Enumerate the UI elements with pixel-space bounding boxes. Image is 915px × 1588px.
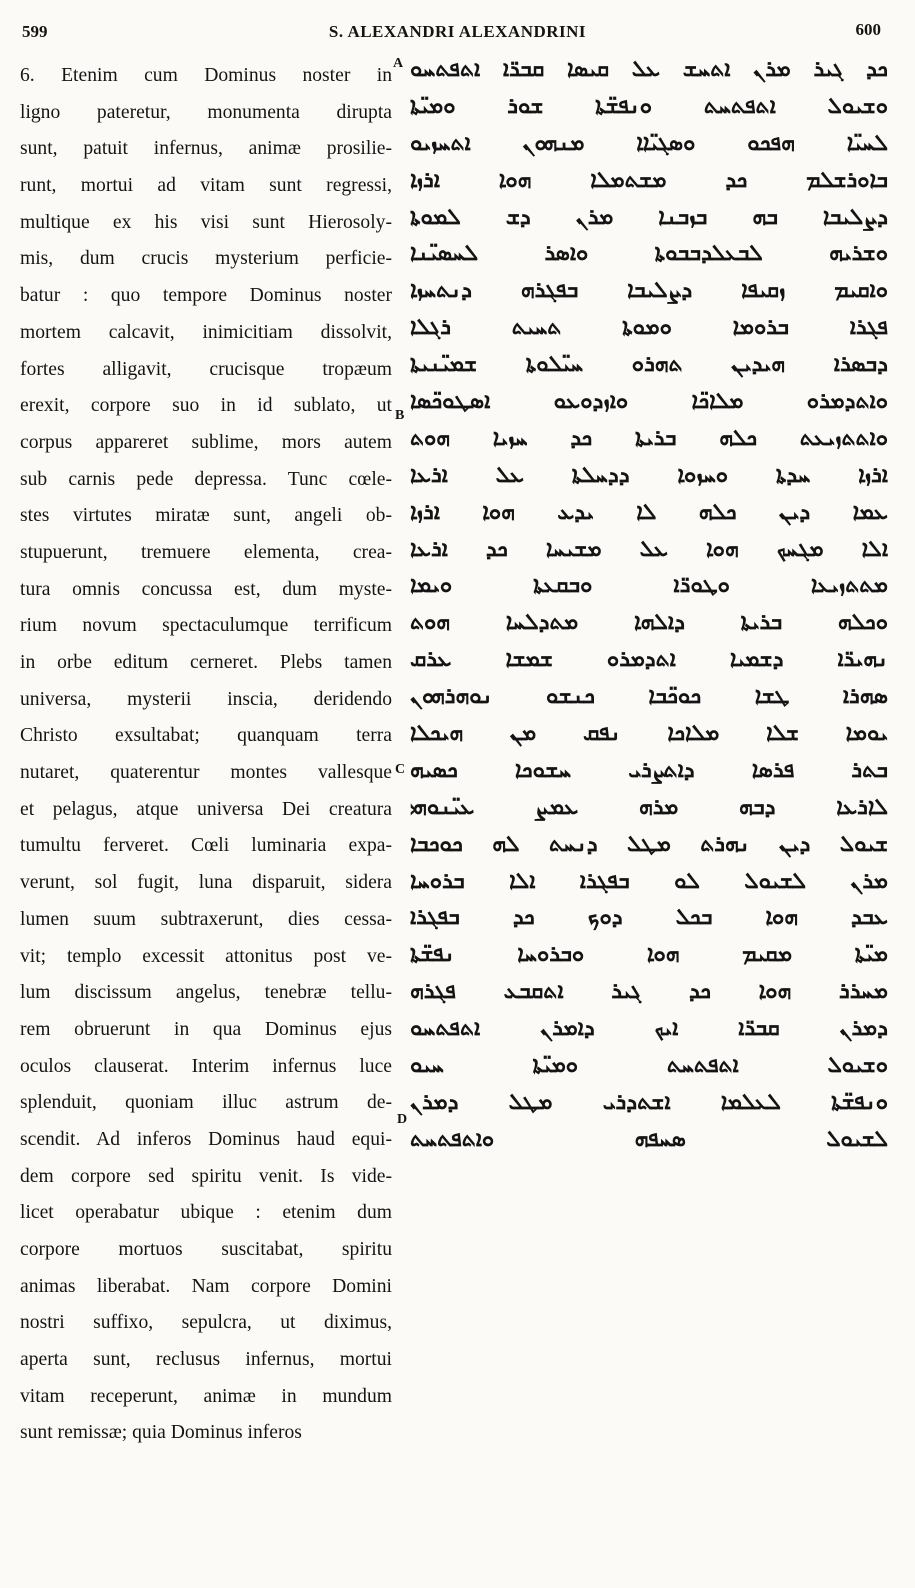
- latin-line: sub carnis pede depressa. Tunc cœle-: [20, 468, 392, 490]
- syriac-line: ܐܠܐ ܡܓܚܟ ܗܘܐ ܥܠ ܡܫܝܚܐ ܟܕ ܐܪܥܐ: [410, 536, 888, 562]
- latin-line: runt, mortui ad vitam sunt regressi,: [20, 175, 392, 197]
- syriac-line: ܘܫܝܘܠ ܐܬܦܬܚܬ ܘܢܦܫ̈ܬܐ ܫܘܪ ܘܡܝ̈ܬܐ: [410, 93, 888, 119]
- margin-letter-d: D: [397, 1112, 408, 1127]
- latin-line: verunt, sol fugit, luna disparuit, sidera: [20, 872, 392, 894]
- syriac-line: ܘܐܬܬܙܝܥܬ ܟܠܗ ܒܪܝܬܐ ܟܕ ܚܙܝܐ ܗܘܬ: [410, 425, 888, 451]
- syriac-line: ܟܕ ܓܝܪ ܡܪܢ ܐܬܚܫ ܥܠ ܩܝܣܐ ܩܒܪ̈ܐ ܐܬܦܬܚܘ: [410, 57, 888, 82]
- margin-letter-b: B: [395, 408, 405, 423]
- syriac-line: ܕܒܣܪܐ ܗܝܕܝܢ ܬܗܪܘ ܚܝ̈ܠܘܬܐ ܫܡܝ̈ܢܝܬܐ: [410, 352, 888, 378]
- syriac-line: ܡܪܢ ܠܫܝܘܠ ܠܘ ܒܦܓܪܐ ܐܠܐ ܒܪܘܚܐ: [410, 868, 888, 894]
- syriac-line: ܒܬܪ ܦܪܣܐ ܕܐܬܨܪܝ ܚܫܘܟܐ ܟܣܝܗ: [410, 757, 888, 783]
- syriac-line: ܡܬܬܙܝܥܐ ܘܛܘܪ̈ܐ ܘܒܩܥܬܐ ܘܝܡܐ: [410, 573, 888, 599]
- syriac-line: ܦܓܪܐ ܒܪܘܡܐ ܘܡܘܬܐ ܬܚܝܬ ܪܓܠܐ: [410, 315, 888, 341]
- latin-line: rem obruerunt in qua Dominus ejus: [20, 1018, 392, 1040]
- latin-line: dem corpore sed spiritu venit. Is vide-: [20, 1165, 392, 1187]
- latin-line: ligno pateretur, monumenta dirupta: [20, 101, 392, 123]
- latin-line: nutaret, quaterentur montes vallesque: [20, 762, 392, 784]
- syriac-line: ܠܫܝܘܠ ܣܚܦܗ ܘܐܬܦܬܚܬ: [410, 1126, 888, 1152]
- latin-line: rium novum spectaculumque terrificum: [20, 615, 392, 637]
- latin-line: 6. Etenim cum Dominus noster in: [20, 65, 392, 86]
- syriac-line: ܒܐܘܪܫܠܡ ܟܕ ܡܫܬܡܠܐ ܗܘܐ ܐܪܙܐ: [410, 167, 888, 193]
- syriac-line: ܡܝ̈ܬܐ ܡܩܝܡ ܗܘܐ ܘܒܪܘܚܐ ܢܦܫ̈ܬܐ: [410, 942, 888, 968]
- latin-line: licet operabatur ubique : etenim dum: [20, 1202, 392, 1224]
- syriac-line: ܝܘܡܐ ܫܠܐ ܡܠܐܟܐ ܢܦܩ ܡܢ ܗܝܟܠܐ: [410, 721, 888, 747]
- latin-line: scendit. Ad inferos Dominus haud equi-: [20, 1128, 392, 1150]
- syriac-line: ܘܐܩܝܡ ܙܩܝܦܐ ܕܨܠܝܒܐ ܒܦܓܪܗ ܕܢܬܚܙܐ: [410, 278, 888, 304]
- syriac-line: ܥܡܐ ܕܝܢ ܟܠܗ ܠܐ ܝܕܥ ܗܘܐ ܐܪܙܐ: [410, 499, 888, 525]
- syriac-line: ܢܗܝܪ̈ܐ ܕܫܡܝܐ ܐܬܕܡܪܘ ܫܡܫܐ ܥܪܩ: [410, 647, 888, 673]
- latin-line: mis, dum crucis mysterium perficie-: [20, 248, 392, 270]
- syriac-line: ܥܒܕ ܗܘܐ ܒܟܠ ܕܘܟ ܟܕ ܒܦܓܪܐ: [410, 905, 888, 931]
- syriac-line: ܫܝܘܠ ܕܝܢ ܢܗܪܬ ܡܛܠ ܕܢܚܬ ܠܗ ܟܘܟܒܐ: [410, 831, 888, 857]
- latin-line: et pelagus, atque universa Dei creatura: [20, 798, 392, 820]
- syriac-line: ܣܗܪܐ ܛܫܐ ܟܘܟ̈ܒܐ ܟܢܫܘ ܢܘܗܪܗܘܢ: [410, 684, 888, 710]
- latin-line: oculos clauserat. Interim infernus luce: [20, 1055, 392, 1077]
- syriac-line: ܕܨܠܝܒܐ ܒܗ ܒܙܒܢܐ ܡܪܢ ܕܫ ܠܡܘܬܐ: [410, 204, 888, 230]
- latin-line: multique ex his visi sunt Hierosoly-: [20, 211, 392, 233]
- latin-line: in orbe editum cerneret. Plebs tamen: [20, 652, 392, 673]
- latin-line: splenduit, quoniam illuc astrum de-: [20, 1092, 392, 1114]
- page-header: [0, 18, 915, 48]
- syriac-line: ܕܡܪܢ ܩܒܪ̈ܐ ܐܝܟ ܕܐܡܪܢ ܐܬܦܬܚܘ: [410, 1016, 888, 1042]
- left-page-number: 599: [22, 22, 48, 41]
- latin-line: mortem calcavit, inimicitiam dissolvit,: [20, 321, 392, 343]
- latin-line: lumen suum subtraxerunt, dies cessa-: [20, 908, 392, 930]
- latin-line: nostri suffixo, sepulcra, ut diximus,: [20, 1312, 392, 1334]
- latin-line: lum discissum angelus, tenebræ tellu-: [20, 982, 392, 1004]
- latin-line: stupuerunt, tremuere elementa, crea-: [20, 541, 392, 563]
- latin-line: Christo exsultabat; quanquam terra: [20, 725, 392, 747]
- latin-line: fortes alligavit, crucisque tropæum: [20, 358, 392, 380]
- syriac-text-column: [410, 52, 888, 1159]
- latin-line: batur : quo tempore Dominus noster: [20, 285, 392, 307]
- latin-line: tura omnis concussa est, dum myste-: [20, 578, 392, 600]
- syriac-line: ܘܫܝܘܠ ܐܬܦܬܚܬ ܘܡܝ̈ܬܐ ܚܝܘ: [410, 1053, 888, 1079]
- latin-line: corpore mortuos suscitabat, spiritu: [20, 1239, 392, 1260]
- latin-text-column: [20, 58, 392, 1452]
- latin-line: vit; templo excessit attonitus post ve-: [20, 945, 392, 967]
- latin-line: corpus appareret sublime, mors autem: [20, 431, 392, 453]
- latin-line: vitam receperunt, animæ in mundum: [20, 1385, 392, 1407]
- latin-line: sunt remissæ; quia Dominus inferos: [20, 1422, 302, 1444]
- latin-line: erexit, corpore suo in id sublato, ut: [20, 395, 392, 417]
- syriac-line: ܘܟܠܗ ܒܪܝܬܐ ܕܐܠܗܐ ܡܬܕܠܚܐ ܗܘܬ: [410, 610, 888, 636]
- syriac-line: ܘܐܬܕܡܪܘ ܡܠܐܟ̈ܐ ܘܐܙܕܘܥܘ ܐܣܛܘܟ̈ܣܐ: [410, 389, 888, 415]
- latin-line: animas liberabat. Nam corpore Domini: [20, 1275, 392, 1297]
- right-page-number: 600: [855, 20, 881, 39]
- latin-line: sunt, patuit infernus, animæ prosilie-: [20, 138, 392, 160]
- syriac-line: ܠܐܪܥܐ ܕܒܗ ܡܪܗ ܥܡܨ ܥܝ̈ܢܘܗܝ: [410, 794, 888, 820]
- running-title: S. ALEXANDRI ALEXANDRINI: [328, 22, 587, 41]
- margin-letter-a: A: [393, 56, 404, 71]
- syriac-line: ܘܢܦܫ̈ܬܐ ܠܥܠܡܐ ܐܫܬܕܪܝ ܡܛܠ ܕܡܪܢ: [410, 1089, 888, 1115]
- latin-line: tumultu ferveret. Cœli luminaria expa-: [20, 835, 392, 857]
- syriac-line: ܡܚܪܪ ܗܘܐ ܟܕ ܓܝܪ ܐܬܩܒܥ ܦܓܪܗ: [410, 979, 888, 1005]
- syriac-line: ܐܪܙܐ ܚܕܬܐ ܘܚܙܘܐ ܕܕܚܠܬܐ ܥܠ ܐܪܥܐ: [410, 462, 888, 488]
- latin-line: aperta sunt, reclusus infernus, mortui: [20, 1349, 392, 1371]
- latin-line: universa, mysterii inscia, deridendo: [20, 688, 392, 710]
- margin-letter-c: C: [395, 762, 406, 777]
- syriac-line: ܠܚܝ̈ܐ ܗܦܟܘ ܘܣܓܝ̈ܐܐ ܡܢܗܘܢ ܐܬܚܙܝܘ: [410, 130, 888, 156]
- latin-line: stes virtutes miratæ sunt, angeli ob-: [20, 505, 392, 527]
- syriac-line: ܘܫܪܝܗ ܠܒܥܠܕܒܒܘܬܐ ܘܐܣܪ ܠܚܣܝ̈ܢܐ: [410, 241, 888, 267]
